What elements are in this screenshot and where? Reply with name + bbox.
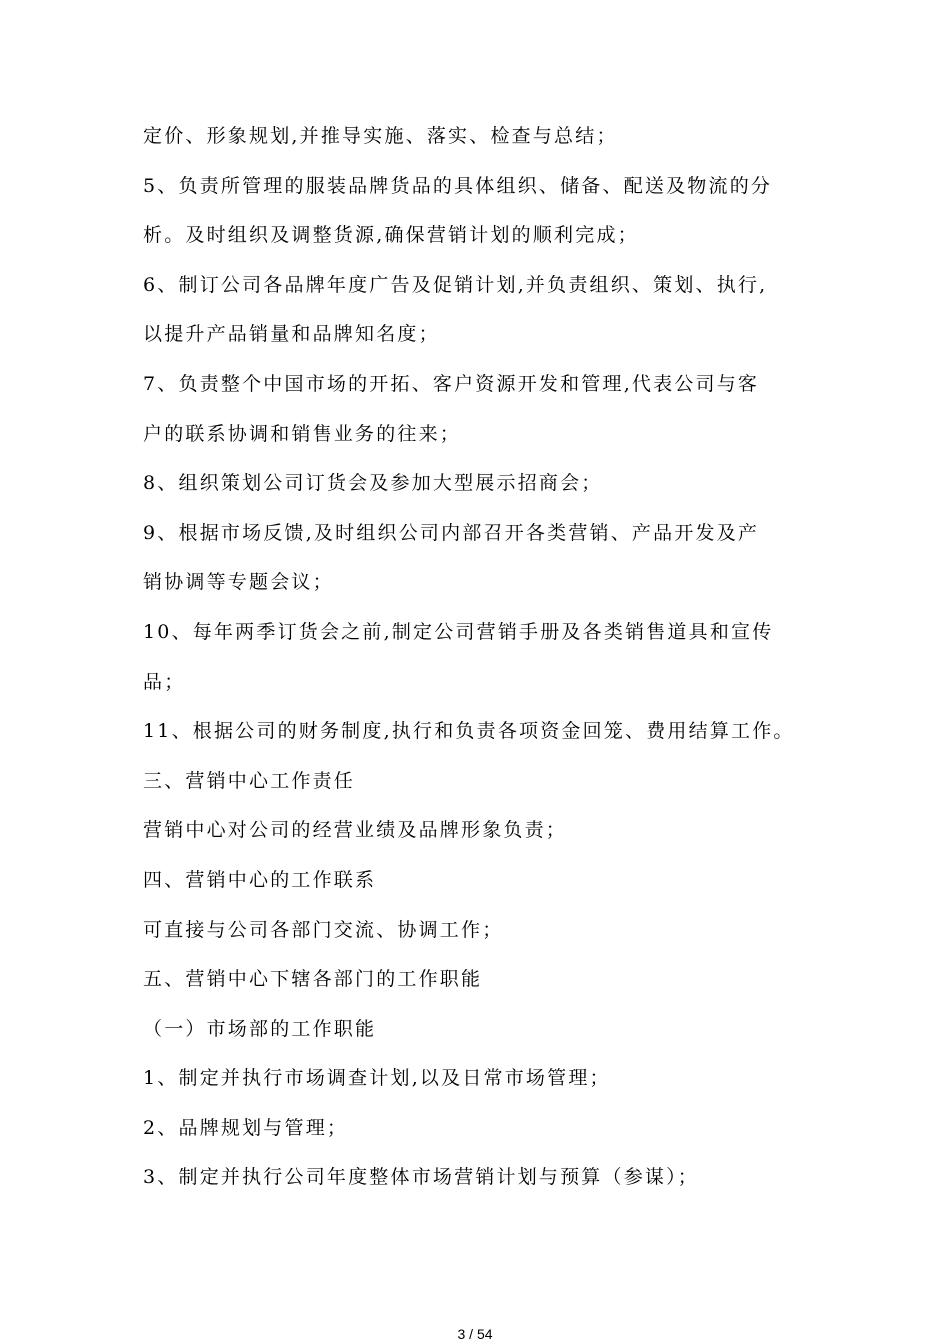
text-line: 定价、形象规划,并推导实施、落实、检查与总结； [143,125,618,147]
text-line: 户的联系协调和销售业务的往来； [143,422,462,445]
text-line: 8、组织策划公司订货会及参加大型展示招商会； [143,472,603,495]
section-heading: 五、营销中心下辖各部门的工作职能 [143,968,483,991]
section-heading: 四、营销中心的工作联系 [143,868,377,891]
text-line: 销协调等专题会议； [143,571,334,594]
text-line: 10、每年两季订货会之前,制定公司营销手册及各类销售道具和宣传 [143,620,774,643]
page-number: 3 / 54 [457,1326,493,1342]
text-line: 11、根据公司的财务制度,执行和负责各项资金回笼、费用结算工作。 [143,720,795,743]
text-line: 5、负责所管理的服装品牌货品的具体组织、储备、配送及物流的分 [143,174,773,197]
text-line: 3、制定并执行公司年度整体市场营销计划与预算（参谋）； [143,1166,699,1189]
section-heading: 三、营销中心工作责任 [143,769,356,792]
text-line: 以提升产品销量和品牌知名度； [143,323,440,346]
document-body [143,112,833,1203]
text-line: 1、制定并执行市场调查计划,以及日常市场管理； [143,1067,611,1090]
text-line: 可直接与公司各部门交流、协调工作； [143,918,504,941]
text-line: 营销中心对公司的经营业绩及品牌形象负责； [143,819,568,842]
text-line: 7、负责整个中国市场的开拓、客户资源开发和管理,代表公司与客 [143,372,760,395]
text-line: 6、制订公司各品牌年度广告及促销计划,并负责组织、策划、执行, [143,273,768,296]
text-line: 2、品牌规划与管理； [143,1116,349,1139]
text-line: 析。及时组织及调整货源,确保营销计划的顺利完成； [143,224,639,247]
subsection-heading: （一）市场部的工作职能 [143,1017,377,1040]
text-line: 9、根据市场反馈,及时组织公司内部召开各类营销、产品开发及产 [143,521,760,544]
text-line: 品； [143,670,186,693]
